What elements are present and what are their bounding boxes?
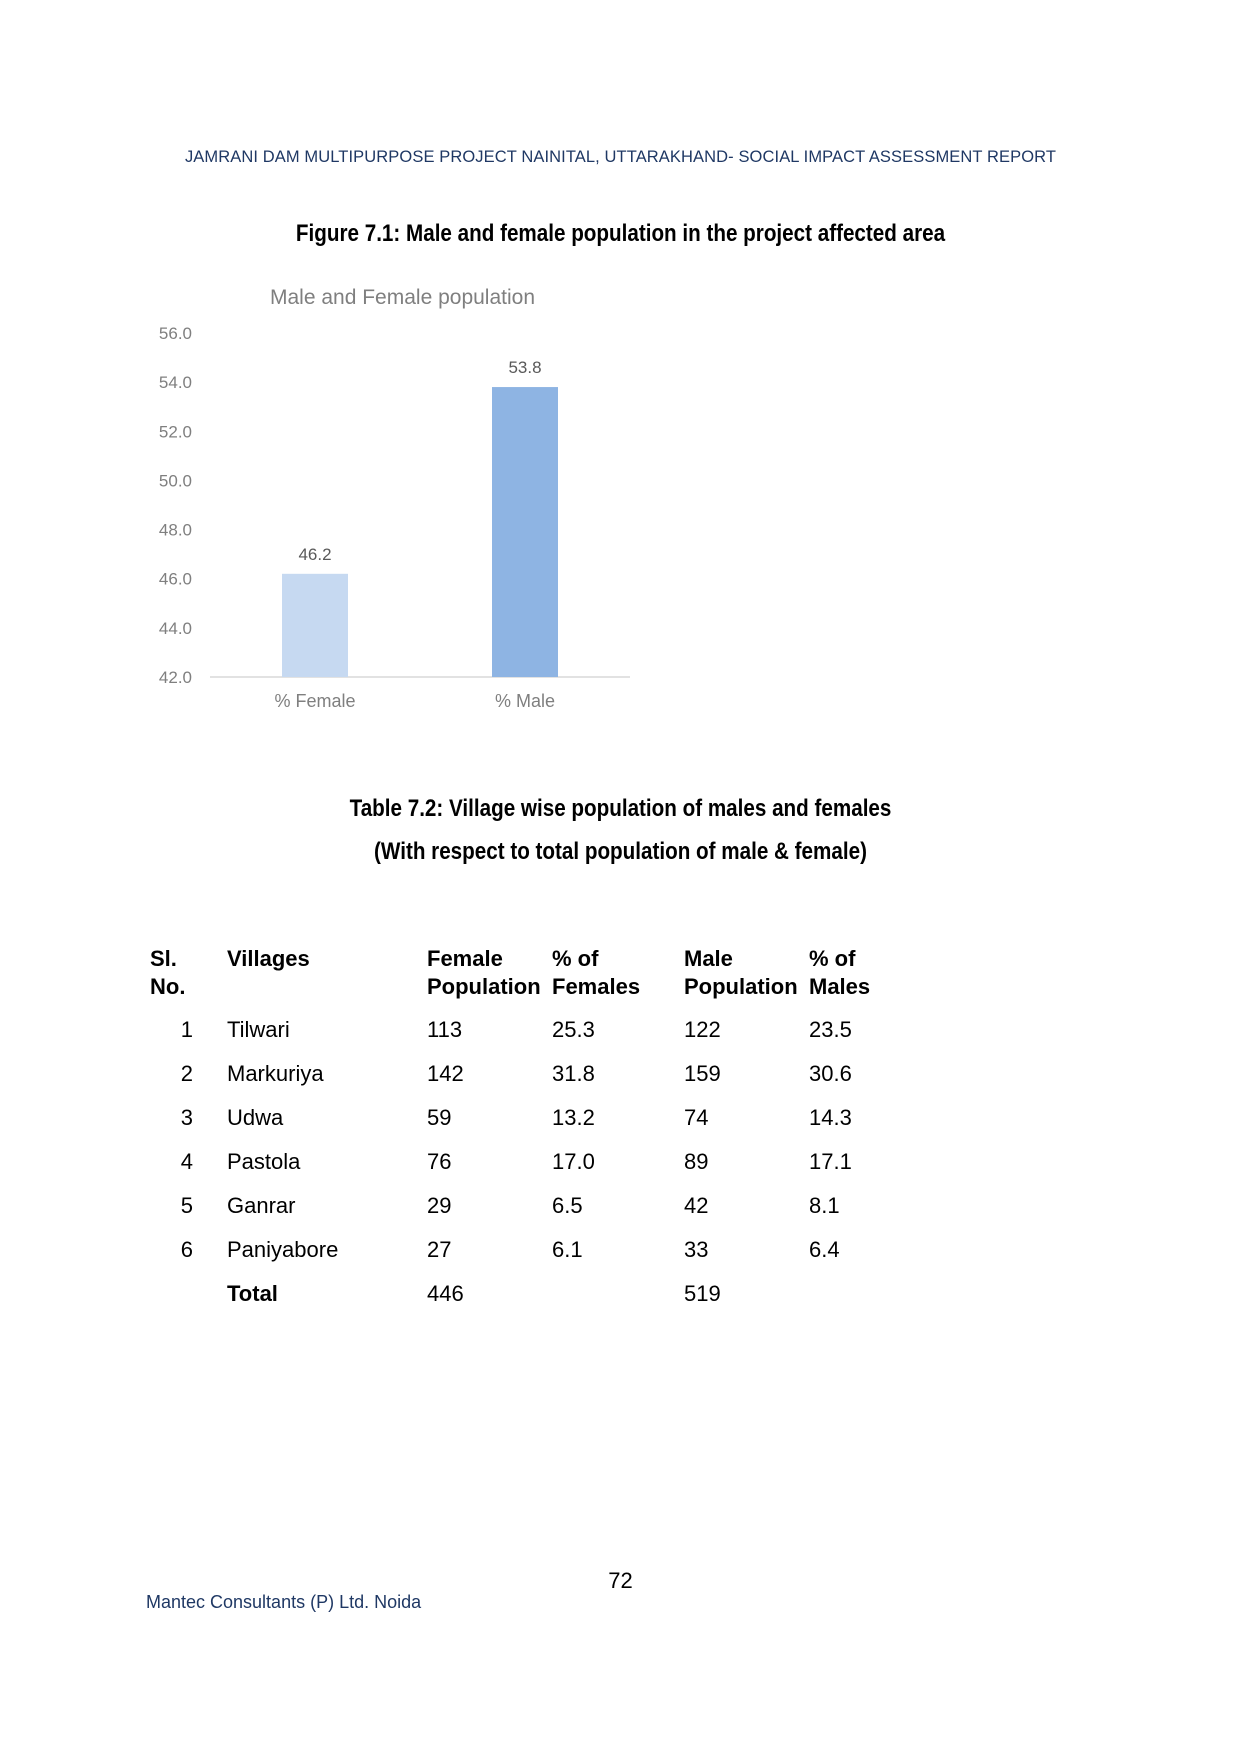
header-sl-no: Sl. No. bbox=[150, 946, 186, 999]
table-row bbox=[150, 1015, 919, 1059]
cell-male-pop: 42 bbox=[684, 1193, 709, 1218]
cell-pct-females: 6.5 bbox=[552, 1193, 583, 1218]
cell-male-pop: 89 bbox=[684, 1149, 709, 1174]
cell-pct-males: 17.1 bbox=[809, 1149, 852, 1174]
cell-pct-males: 6.4 bbox=[809, 1237, 840, 1262]
cell-male-pop: 159 bbox=[684, 1061, 721, 1086]
cell-pct-males: 14.3 bbox=[809, 1105, 852, 1130]
cell-empty bbox=[809, 1279, 919, 1323]
cell-sl: 5 bbox=[180, 1193, 193, 1218]
y-tick-label: 52.0 bbox=[158, 422, 192, 442]
header-villages: Villages bbox=[227, 946, 310, 971]
header-pct-females: % of Females bbox=[552, 946, 641, 999]
cell-village: Paniyabore bbox=[227, 1237, 339, 1262]
y-tick-label: 42.0 bbox=[158, 668, 192, 687]
cell-pct-males: 23.5 bbox=[809, 1017, 852, 1042]
cell-total-male-pop: 519 bbox=[684, 1281, 721, 1306]
cell-pct-females: 25.3 bbox=[552, 1017, 595, 1042]
cell-pct-females: 17.0 bbox=[552, 1149, 595, 1174]
cell-male-pop: 74 bbox=[684, 1105, 709, 1130]
report-header: JAMRANI DAM MULTIPURPOSE PROJECT NAINITAL, UTTARAKHAND- SOCIAL IMPACT ASSESSMENT REPORT bbox=[184, 148, 1057, 166]
footer-company: Mantec Consultants (P) Ltd. Noida bbox=[146, 1592, 422, 1612]
table-title-line1: Table 7.2: Village wise population of males and females bbox=[349, 795, 892, 822]
cell-total-female-pop: 446 bbox=[427, 1281, 464, 1306]
y-tick-label: 48.0 bbox=[158, 520, 192, 540]
table-row bbox=[150, 1191, 919, 1235]
table-row bbox=[150, 1059, 919, 1103]
cell-male-pop: 122 bbox=[684, 1017, 721, 1042]
y-tick-label: 50.0 bbox=[158, 471, 192, 491]
table-row bbox=[150, 1147, 919, 1191]
cell-sl: 6 bbox=[180, 1237, 193, 1262]
y-tick-label: 54.0 bbox=[158, 373, 192, 393]
x-tick-label: % Male bbox=[494, 691, 556, 711]
figure-title: Figure 7.1: Male and female population in the project affected area bbox=[295, 220, 946, 247]
y-tick-label: 44.0 bbox=[158, 618, 192, 638]
cell-female-pop: 59 bbox=[427, 1105, 452, 1130]
cell-sl: 4 bbox=[180, 1149, 193, 1174]
header-male-population: Male Population bbox=[684, 946, 798, 999]
cell-village: Ganrar bbox=[227, 1193, 296, 1218]
cell-village: Tilwari bbox=[227, 1017, 290, 1042]
cell-pct-females: 13.2 bbox=[552, 1105, 595, 1130]
data-label: 53.8 bbox=[508, 358, 542, 378]
cell-village: Udwa bbox=[227, 1105, 284, 1130]
cell-sl: 2 bbox=[180, 1061, 193, 1086]
cell-pct-females: 6.1 bbox=[552, 1237, 583, 1262]
cell-female-pop: 76 bbox=[427, 1149, 452, 1174]
bar-male bbox=[492, 387, 558, 677]
cell-village: Markuriya bbox=[227, 1061, 324, 1086]
population-bar-chart bbox=[140, 275, 660, 725]
cell-female-pop: 27 bbox=[427, 1237, 452, 1262]
cell-female-pop: 142 bbox=[427, 1061, 464, 1086]
cell-empty bbox=[552, 1279, 684, 1323]
table-title-line2: (With respect to total population of male & female) bbox=[374, 838, 867, 865]
y-tick-label: 56.0 bbox=[158, 324, 192, 343]
page-number: 72 bbox=[608, 1568, 633, 1593]
x-tick-label: % Female bbox=[274, 691, 356, 711]
cell-total-label: Total bbox=[227, 1281, 278, 1306]
y-tick-label: 46.0 bbox=[158, 569, 192, 589]
table-row bbox=[150, 1235, 919, 1279]
data-label: 46.2 bbox=[298, 544, 332, 564]
cell-village: Pastola bbox=[227, 1149, 301, 1174]
cell-sl: 1 bbox=[180, 1017, 193, 1042]
chart-title: Male and Female population bbox=[270, 286, 536, 309]
table-total-row bbox=[150, 1279, 919, 1323]
village-population-table bbox=[150, 945, 919, 1323]
header-pct-males: % of Males bbox=[809, 946, 871, 999]
cell-female-pop: 29 bbox=[427, 1193, 452, 1218]
chart-svg bbox=[140, 275, 660, 725]
cell-sl: 3 bbox=[180, 1105, 193, 1130]
cell-male-pop: 33 bbox=[684, 1237, 709, 1262]
cell-pct-males: 8.1 bbox=[809, 1193, 840, 1218]
bar-female bbox=[282, 574, 348, 677]
cell-pct-females: 31.8 bbox=[552, 1061, 595, 1086]
cell-pct-males: 30.6 bbox=[809, 1061, 852, 1086]
cell-female-pop: 113 bbox=[427, 1017, 463, 1042]
table-header-row bbox=[150, 945, 919, 1015]
header-female-population: Female Population bbox=[427, 946, 541, 999]
table-row bbox=[150, 1103, 919, 1147]
cell-sl-empty bbox=[150, 1279, 227, 1323]
